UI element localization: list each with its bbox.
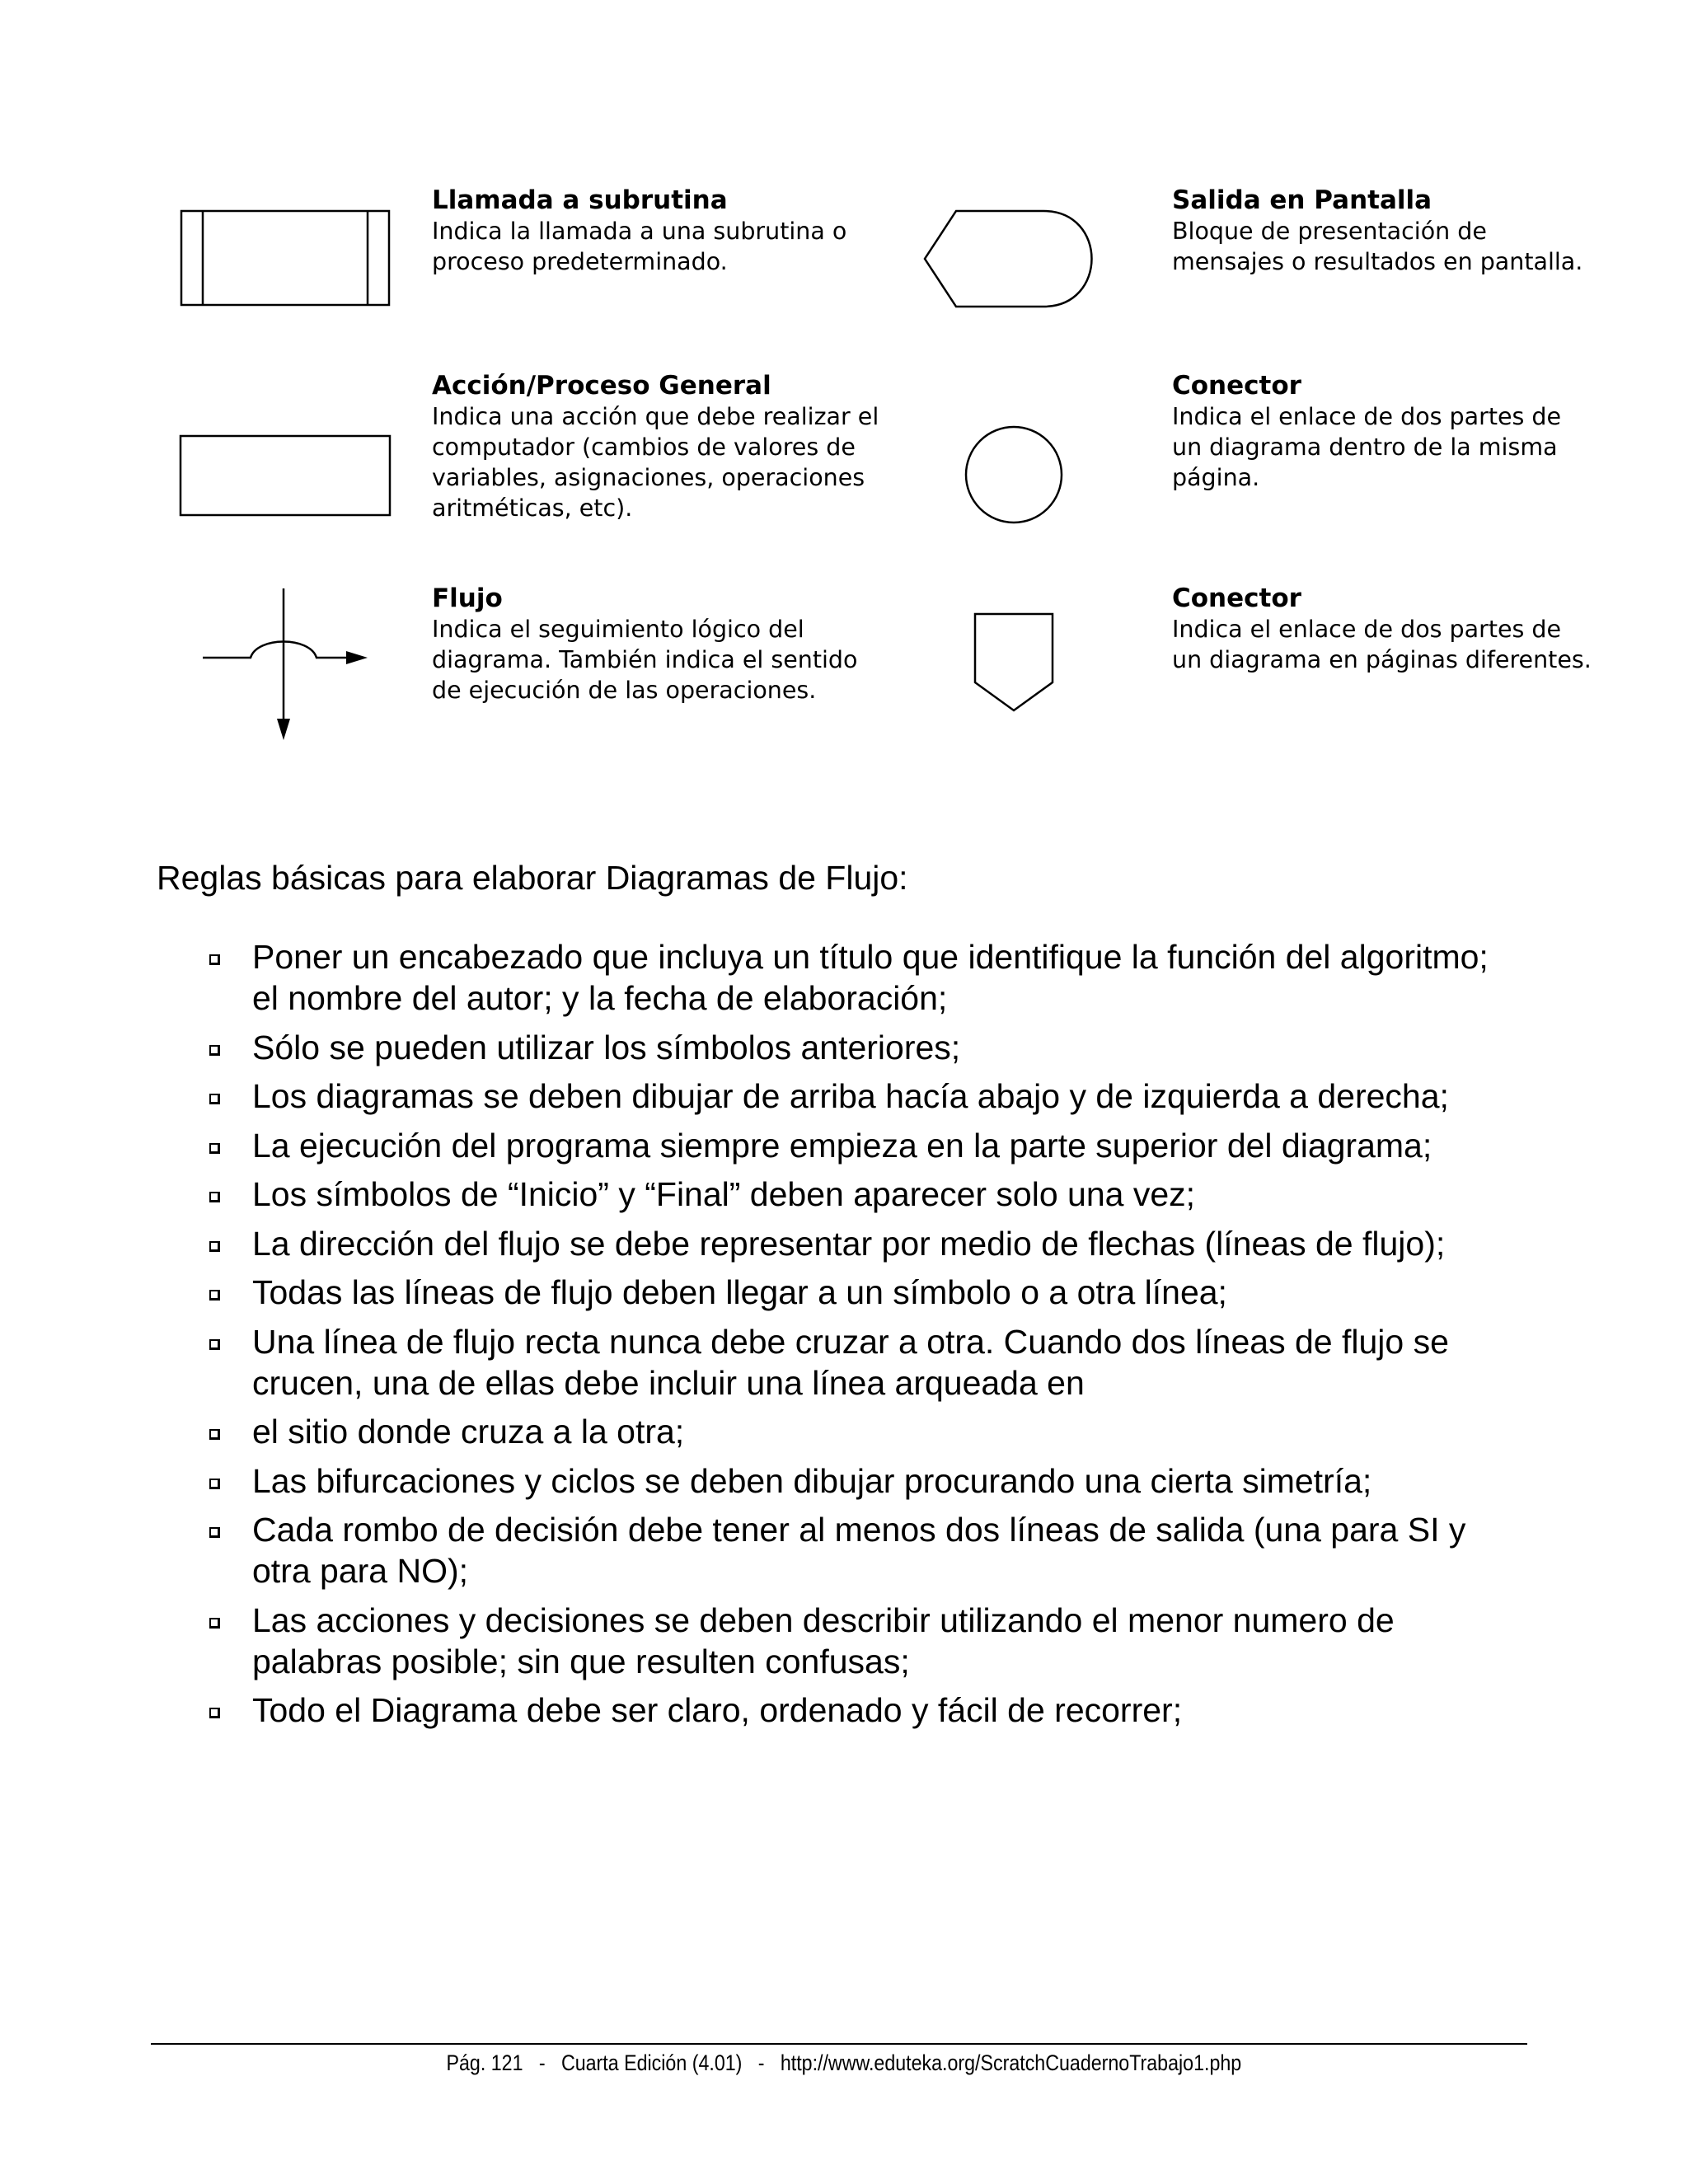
symbol-description-process (432, 370, 879, 523)
source-url-link[interactable]: http://www.eduteka.org/ScratchCuadernoTrabajo1.php (780, 2050, 1242, 2075)
list-item: Poner un encabezado que incluya un título que identifique la función del algoritmo; el nombre del autor; y la fecha de elaboración; (198, 936, 1582, 1019)
symbol-title: Conector (1172, 371, 1301, 401)
list-item: Todas las líneas de flujo deben llegar a un símbolo o a otra línea; (198, 1272, 1582, 1313)
checkbox-bullet-icon (209, 1241, 220, 1252)
list-item: Los símbolos de “Inicio” y “Final” deben aparecer solo una vez; (198, 1174, 1582, 1215)
symbol-description-line: variables, asignaciones, operaciones (432, 464, 865, 491)
symbol-title: Flujo (432, 583, 503, 613)
symbol-description-line: Indica una acción que debe realizar el (432, 403, 879, 430)
symbol-description-line: aritméticas, etc). (432, 494, 633, 522)
rules-list (198, 936, 1582, 1739)
symbol-title: Conector (1172, 583, 1301, 613)
list-item: La dirección del flujo se debe representar por medio de flechas (líneas de flujo); (198, 1223, 1582, 1264)
symbol-description-connector (1172, 370, 1561, 493)
connector-circle-icon (963, 424, 1065, 526)
symbol-description-line: computador (cambios de valores de (432, 434, 856, 461)
symbol-description-line: de ejecución de las operaciones. (432, 677, 817, 704)
checkbox-bullet-icon (209, 1708, 220, 1718)
checkbox-bullet-icon (209, 1527, 220, 1538)
list-item: Todo el Diagrama debe ser claro, ordenado y fácil de recorrer; (198, 1690, 1582, 1731)
checkbox-bullet-icon (209, 1618, 220, 1629)
list-item: Sólo se pueden utilizar los símbolos anteriores; (198, 1027, 1582, 1068)
list-item: el sitio donde cruza a la otra; (198, 1411, 1582, 1452)
list-item: Cada rombo de decisión debe tener al menos dos líneas de salida (una para SI y otra para NO); (198, 1509, 1582, 1591)
checkbox-bullet-icon (209, 1339, 220, 1350)
symbol-description-line: Indica la llamada a una subrutina o (432, 218, 847, 245)
display-output-icon (921, 208, 1108, 310)
symbol-description-line: proceso predeterminado. (432, 248, 728, 275)
checkbox-bullet-icon (209, 954, 220, 965)
list-item: Una línea de flujo recta nunca debe cruzar a otra. Cuando dos líneas de flujo se crucen, una de ellas debe incluir una línea arqueada en (198, 1321, 1582, 1404)
footer-separator: - (757, 2050, 765, 2075)
symbol-title: Salida en Pantalla (1172, 185, 1432, 215)
rules-heading: Reglas básicas para elaborar Diagramas de Flujo: (157, 859, 908, 897)
process-rectangle-icon (179, 434, 392, 517)
offpage-connector-icon (973, 612, 1055, 714)
symbol-description-line: Indica el seguimiento lógico del (432, 616, 804, 643)
list-item: La ejecución del programa siempre empieza en la parte superior del diagrama; (198, 1125, 1582, 1166)
list-item: Las bifurcaciones y ciclos se deben dibujar procurando una cierta simetría; (198, 1460, 1582, 1502)
symbol-description-flow (432, 583, 857, 705)
list-item: Las acciones y decisiones se deben describir utilizando el menor numero de palabras posible; sin que resulten confusas; (198, 1600, 1582, 1682)
symbol-description-line: Indica el enlace de dos partes de (1172, 616, 1562, 643)
symbol-description-line: Indica el enlace de dos partes de (1172, 403, 1562, 430)
checkbox-bullet-icon (209, 1429, 220, 1440)
checkbox-bullet-icon (209, 1479, 220, 1489)
checkbox-bullet-icon (209, 1143, 220, 1154)
symbol-description-subroutine (432, 185, 846, 277)
edition-label: Cuarta Edición (4.01) (560, 2050, 743, 2075)
checkbox-bullet-icon (209, 1192, 220, 1202)
symbol-description-line: mensajes o resultados en pantalla. (1172, 248, 1583, 275)
footer-divider (151, 2043, 1527, 2045)
symbol-title: Acción/Proceso General (432, 371, 771, 401)
symbol-description-offpage-connector (1172, 583, 1592, 675)
symbol-description-line: un diagrama en páginas diferentes. (1172, 646, 1592, 673)
symbol-description-line: página. (1172, 464, 1260, 491)
flow-arrows-icon (199, 587, 373, 743)
footer-separator: - (538, 2050, 546, 2075)
predefined-process-icon (180, 209, 391, 307)
checkbox-bullet-icon (209, 1290, 220, 1301)
symbol-description-display (1172, 185, 1582, 277)
checkbox-bullet-icon (209, 1094, 220, 1104)
checkbox-bullet-icon (209, 1045, 220, 1056)
page-number: Pág. 121 (446, 2050, 523, 2075)
symbol-title: Llamada a subrutina (432, 185, 728, 215)
symbol-description-line: diagrama. También indica el sentido (432, 646, 858, 673)
symbol-description-line: un diagrama dentro de la misma (1172, 434, 1558, 461)
symbol-description-line: Bloque de presentación de (1172, 218, 1487, 245)
page-footer (118, 2049, 1569, 2077)
list-item: Los diagramas se deben dibujar de arriba hacía abajo y de izquierda a derecha; (198, 1076, 1582, 1117)
